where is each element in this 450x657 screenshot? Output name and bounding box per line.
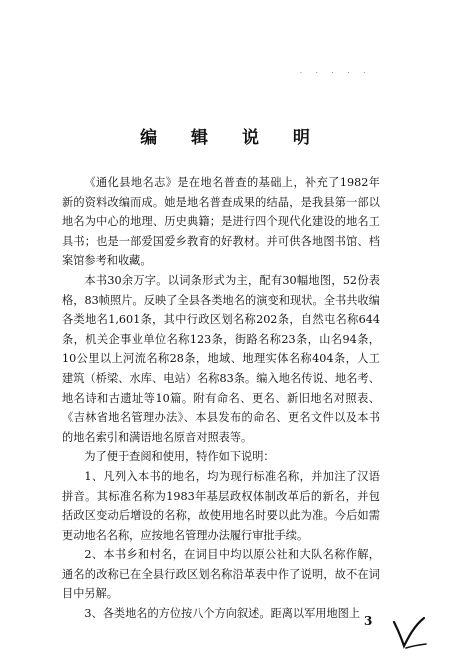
paragraph-note-3: 3、各类地名的方位按八个方向叙述。距离以军用地图上 — [84, 607, 361, 621]
paragraph-note-1: 1、凡列入本书的地名，均为现行标准名称，并加注了汉语拼音。其标准名称为1983年基层政权体制改革后的新名，并包括政区变动后增设的名称，故使用地名时要以此为准。今后如需更动地名名称，应按地名管理办法履行审批手续。 — [62, 469, 380, 542]
paragraph-intro: 《通化县地名志》是在地名普查的基础上，补充了1982年新的资料改编而成。她是地名普查成果的结晶，是我县第一部以地名为中心的地理、历史典籍；是进行四个现代化建设的地名工具书；也是一部爱国爱乡教育的好教材。并可供各地图书馆、档案馆参考和收藏。 — [62, 176, 380, 268]
body-text — [62, 173, 380, 624]
paragraph-contents: 本书30余万字。以词条形式为主，配有30幅地图，52份表格，83帧照片。反映了全县各类地名的演变和现状。全书共收编各类地名1,601条，其中行政区划名称202条，自然屯名称644条，机关企事业单位名称123条，街路名称23条，山名94条，10公里以上河流名称28条，地域、地理实体名称404条，人工建筑（桥梁、水库、电站）名称83条。编入地名传说、地名考、地名诗和古遗址等10篇。附有命名、更名、新旧地名对照表、《吉林省地名管理办法》、本县发布的命名、更名文件以及本书的地名索引和满语地名原音对照表等。 — [62, 273, 380, 444]
paragraph-notes-lead: 为了便于查阅和使用，特作如下说明： — [84, 450, 275, 464]
scan-specks: · · · · · — [300, 70, 372, 77]
paragraph-note-2: 2、本书乡和村名，在词目中均以原公社和大队名称作解，通名的改称已在全县行政区划名称沿革表中作了说明，故不在词目中另解。 — [62, 548, 380, 601]
handwritten-mark-icon — [390, 612, 430, 652]
page-number: 3 — [364, 614, 373, 628]
page-title: 编 辑 说 明 — [140, 128, 324, 148]
